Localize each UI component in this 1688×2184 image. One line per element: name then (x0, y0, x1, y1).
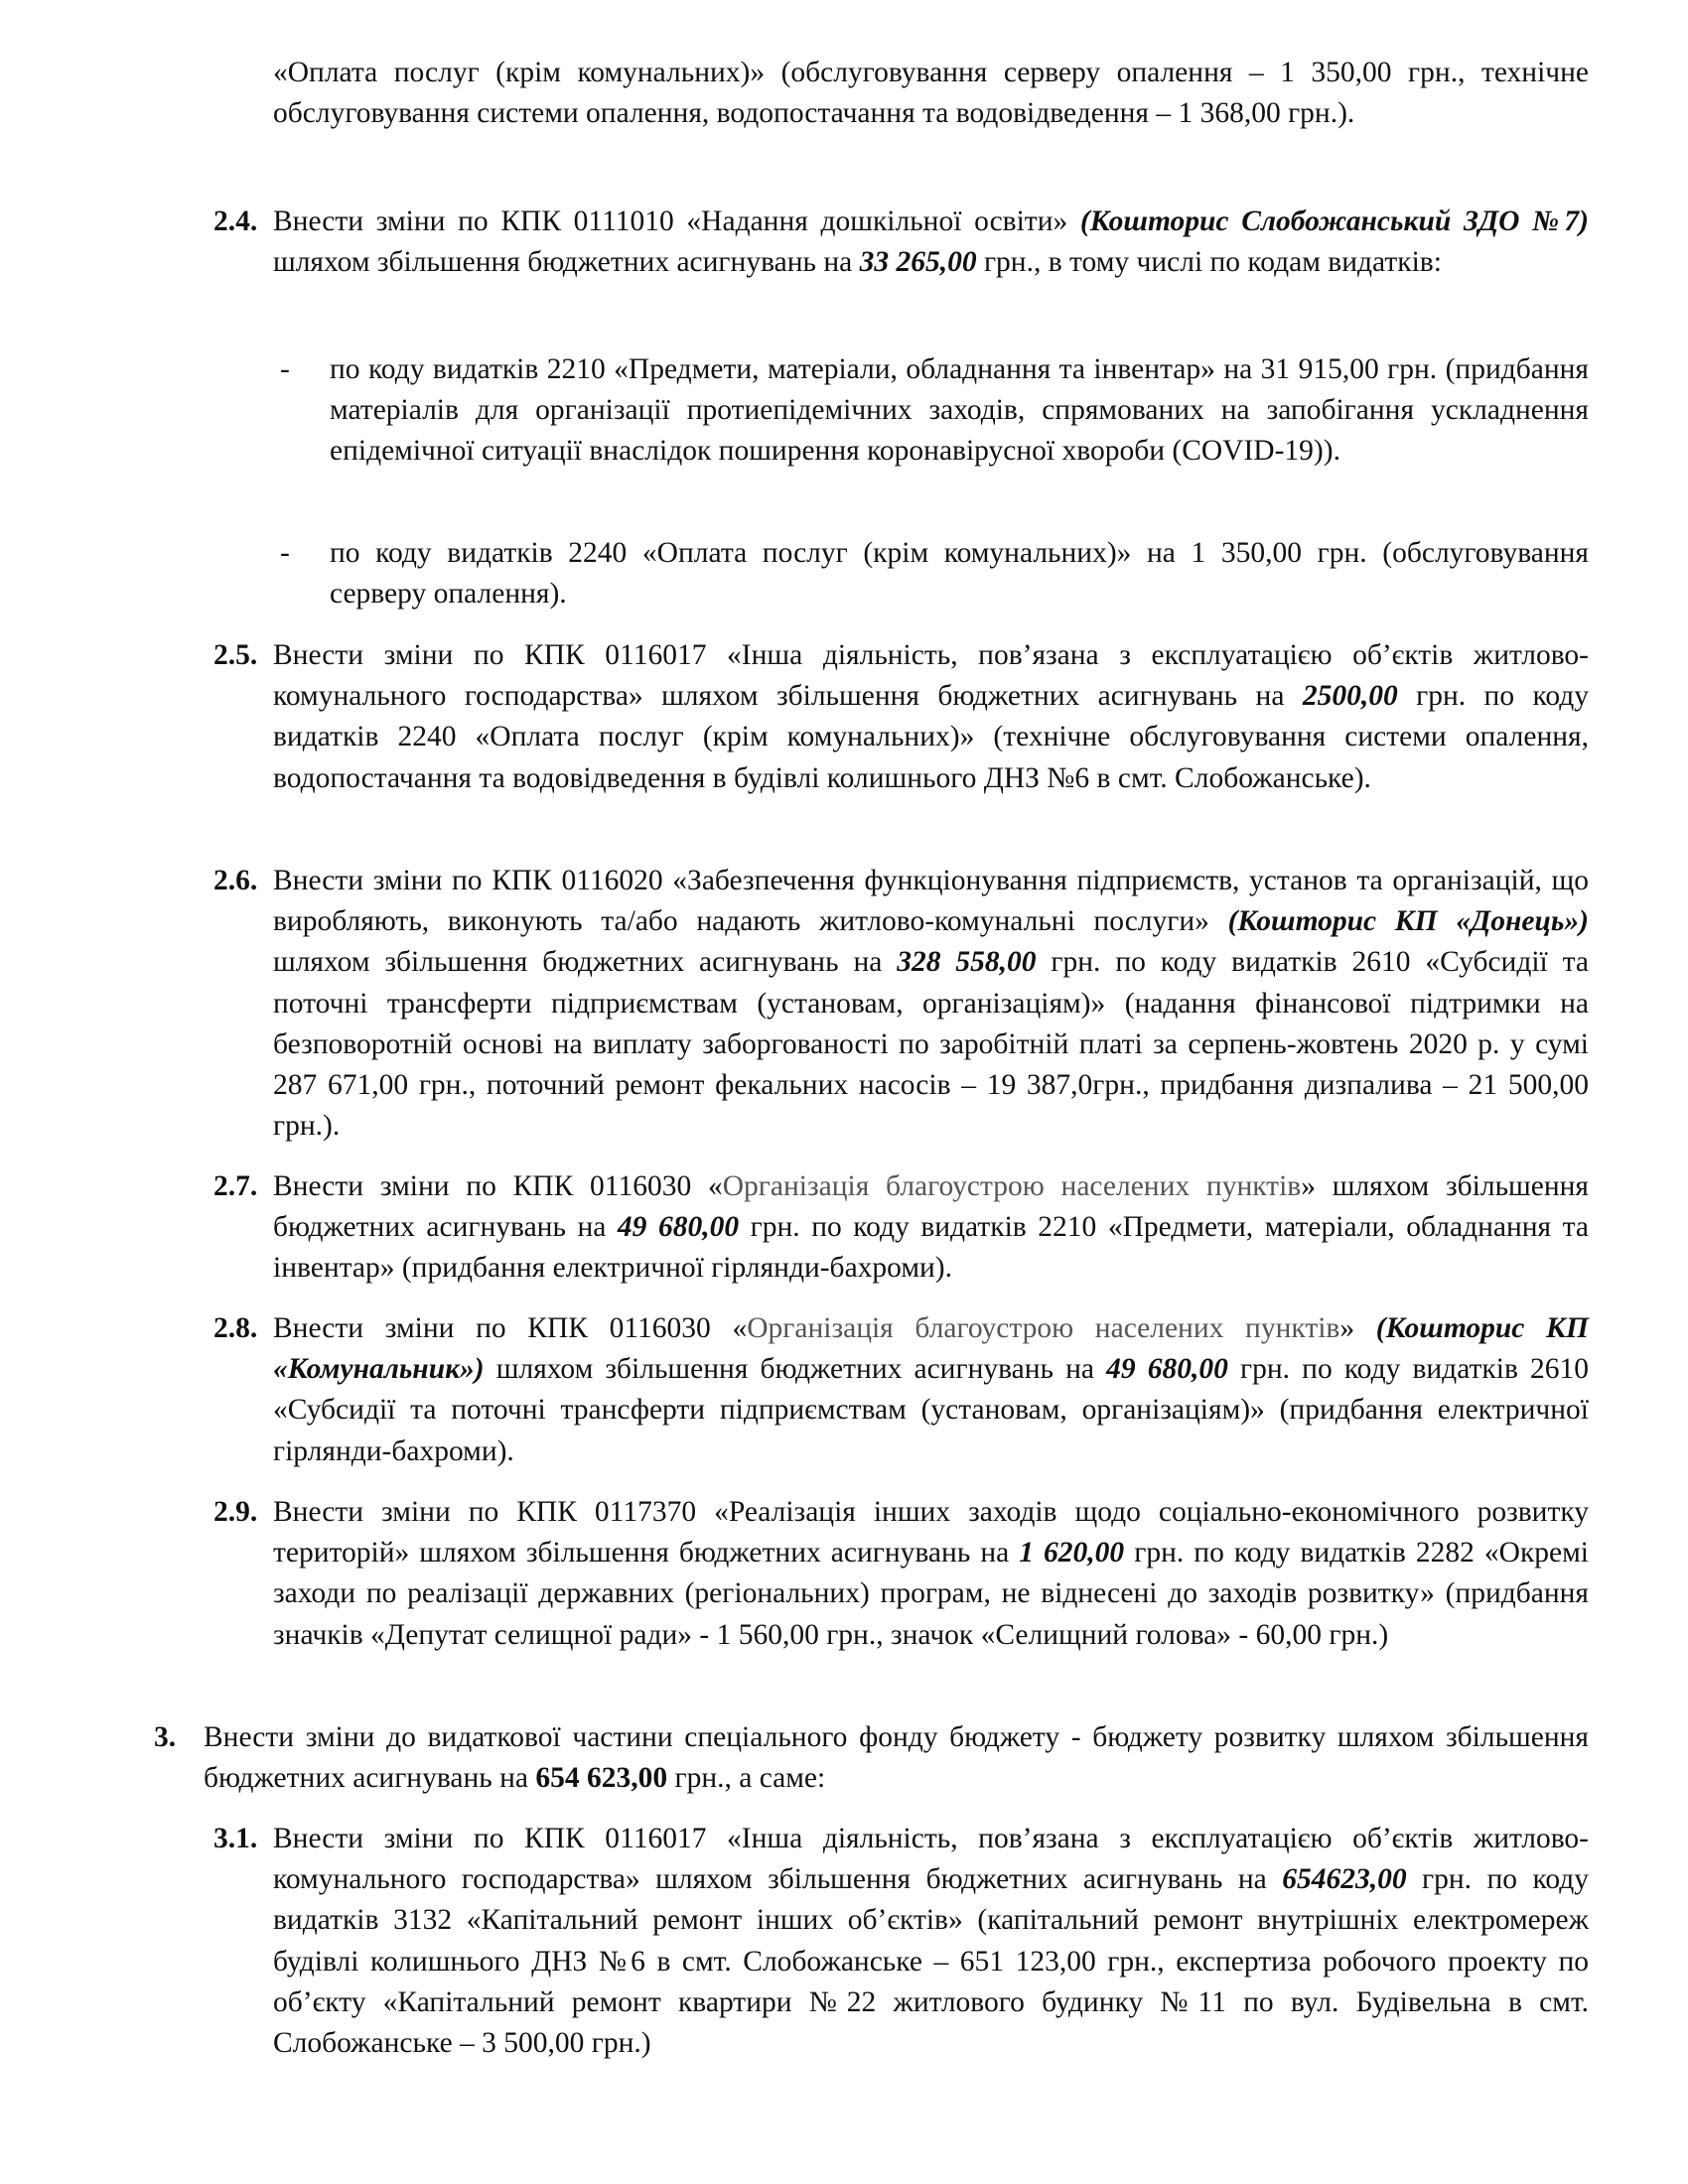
item-2-8-text: Внести зміни по КПК 0116030 «Організація благоустрою населених пунктів» (Кошторис КП «Комунальник») шляхом збільшення бюджетних асигнувань на 49 680,00 грн. по коду видатків 2610 «Субсидії та поточні трансферти підприємствам (установам, організаціям)» (придбання електричної гірлянди-бахроми). (273, 1312, 1590, 1467)
estimate-reference: (Кошторис КП «Комунальник») (273, 1312, 1589, 1386)
bullet-item-2210: по коду видатків 2210 «Предмети, матеріали, обладнання та інвентар» на 31 915,00 грн. (придбання матеріалів для організації протиепідемічних заходів, спрямованих на запобігання ускладнення епідемічної ситуації внаслідок поширення коронавірусної хвороби (COVID-19)). (330, 353, 1589, 468)
item-3-1-number: 3.1. (213, 1823, 258, 1854)
item-2-5-number: 2.5. (213, 639, 258, 671)
continuation-paragraph: «Оплата послуг (крім комунальних)» (обслуговування серверу опалення – 1 350,00 грн., технічне обслуговування системи опалення, водопостачання та водовідведення – 1 368,00 грн.). (273, 57, 1589, 130)
item-3-1-text: Внести зміни по КПК 0116017 «Інша діяльність, пов’язана з експлуатацією об’єктів житлово-комунального господарства» шляхом збільшення бюджетних асигнувань на 654623,00 грн. по коду видатків 3132 «Капітальний ремонт інших об’єктів» (капітальний ремонт внутрішніх електромереж будівлі колишнього ДНЗ №6 в смт. Слобожанське – 651 123,00 грн., експертиза робочого проекту по об’єкту «Капітальний ремонт квартири №22 житлового будинку №11 по вул. Будівельна в смт. Слобожанське – 3 500,00 грн.) (273, 1823, 1589, 2060)
amount: 2500,00 (1302, 680, 1398, 713)
amount: 33 265,00 (859, 246, 977, 279)
item-2-4-number: 2.4. (213, 205, 258, 237)
amount: 654 623,00 (535, 1762, 668, 1795)
item-2-6-number: 2.6. (213, 865, 258, 896)
estimate-reference: (Кошторис КП «Донець») (1227, 905, 1589, 938)
item-2-9-text: Внести зміни по КПК 0117370 «Реалізація інших заходів щодо соціально-економічного розвитку територій» шляхом збільшення бюджетних асигнувань на 1 620,00 грн. по коду видатків 2282 «Окремі заходи по реалізації державних (регіональних) програм, не віднесені до заходів розвитку» (придбання значків «Депутат селищної ради» - 1 560,00 грн., значок «Селищний голова» - 60,00 грн.) (273, 1496, 1589, 1651)
item-2-5-text: Внести зміни по КПК 0116017 «Інша діяльність, пов’язана з експлуатацією об’єктів житлово-комунального господарства» шляхом збільшення бюджетних асигнувань на 2500,00 грн. по коду видатків 2240 «Оплата послуг (крім комунальних)» (технічне обслуговування системи опалення, водопостачання та водовідведення в будівлі колишнього ДНЗ №6 в смт. Слобожанське). (273, 639, 1589, 794)
item-2-9-number: 2.9. (213, 1496, 258, 1528)
program-name: Організація благоустрою населених пунктів (722, 1170, 1302, 1202)
section-3-text: Внести зміни до видаткової частини спеціального фонду бюджету - бюджету розвитку шляхом збільшення бюджетних асигнувань на 654 623,00 грн., а саме: (204, 1721, 1589, 1795)
estimate-reference: (Кошторис Слобожанський ЗДО №7) (1079, 205, 1589, 237)
item-2-8-number: 2.8. (213, 1312, 258, 1344)
amount: 654623,00 (1282, 1863, 1407, 1896)
amount: 49 680,00 (1106, 1353, 1228, 1386)
item-2-4-text: Внести зміни по КПК 0111010 «Надання дошкільної освіти» (Кошторис Слобожанський ЗДО №7) шляхом збільшення бюджетних асигнувань на 33 265,00 грн., в тому числі по кодам видатків: (273, 205, 1589, 279)
section-3-number: 3. (154, 1721, 177, 1753)
bullet-item-2240: по коду видатків 2240 «Оплата послуг (крім комунальних)» на 1 350,00 грн. (обслуговування серверу опалення). (330, 537, 1589, 611)
item-2-6-text: Внести зміни по КПК 0116020 «Забезпечення функціонування підприємств, установ та організацій, що виробляють, виконують та/або надають житлово-комунальні послуги» (Кошторис КП «Донець») шляхом збільшення бюджетних асигнувань на 328 558,00 грн. по коду видатків 2610 «Субсидії та поточні трансферти підприємствам (установам, організаціям)» (надання фінансової підтримки на безповоротній основі на виплату заборгованості по заробітній платі за серпень-жовтень 2020 р. у сумі 287 671,00 грн., поточний ремонт фекальних насосів – 19 387,0грн., придбання дизпалива – 21 500,00 грн.). (273, 865, 1589, 1143)
bullet-dash: - (280, 537, 290, 569)
item-2-7-number: 2.7. (213, 1170, 258, 1202)
program-name: Організація благоустрою населених пунктів (747, 1312, 1340, 1344)
amount: 328 558,00 (897, 946, 1037, 979)
amount: 49 680,00 (617, 1211, 740, 1244)
bullet-dash: - (280, 353, 290, 385)
item-2-7-text: Внести зміни по КПК 0116030 «Організація благоустрою населених пунктів» шляхом збільшення бюджетних асигнувань на 49 680,00 грн. по коду видатків 2210 «Предмети, матеріали, обладнання та інвентар» (придбання електричної гірлянди-бахроми). (273, 1170, 1590, 1285)
amount: 1 620,00 (1019, 1537, 1125, 1570)
